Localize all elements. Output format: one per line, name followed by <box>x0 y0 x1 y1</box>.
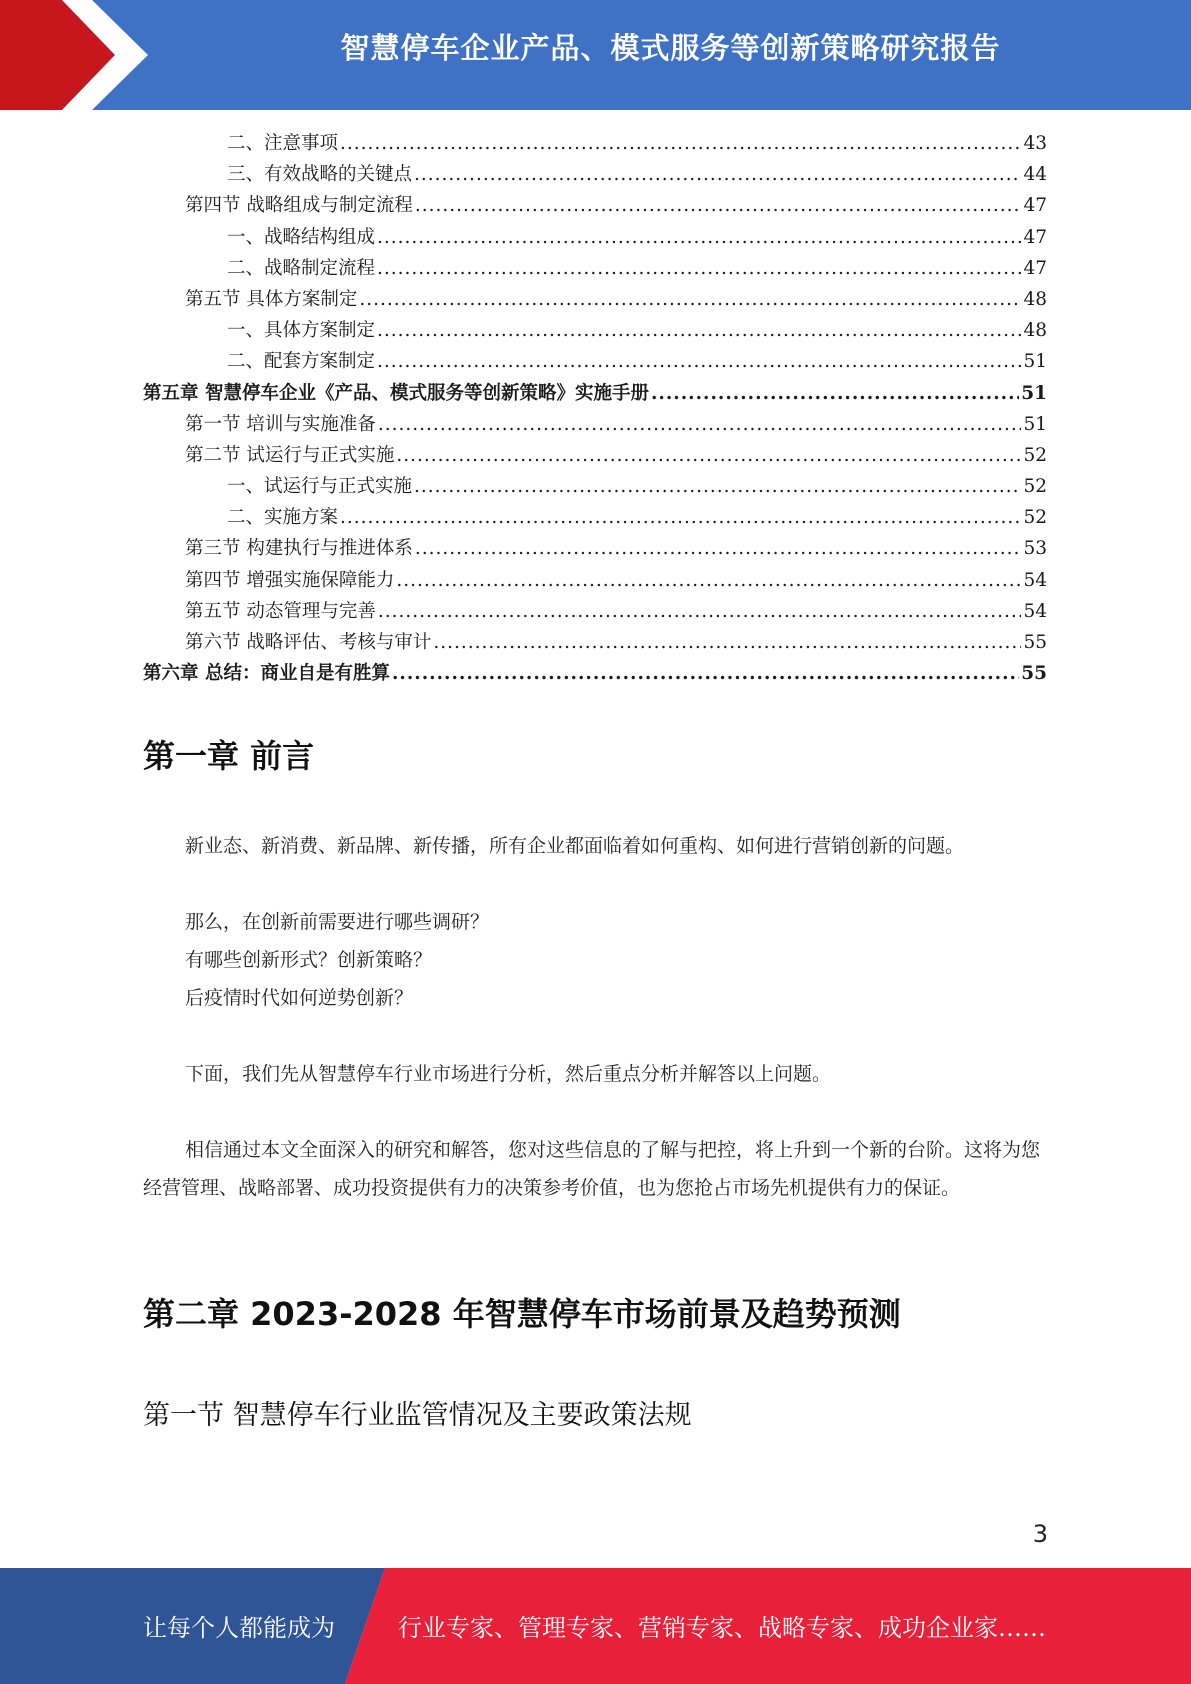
toc-entry-title: 第五节 动态管理与完善 <box>185 600 376 622</box>
toc-entry[interactable] <box>143 128 1047 159</box>
toc-entry-page: 48 <box>1023 288 1047 310</box>
toc-entry[interactable] <box>143 596 1047 627</box>
toc-entry-title: 一、试运行与正式实施 <box>227 476 413 498</box>
toc-entry-page: 55 <box>1021 663 1047 685</box>
chapter-2-heading: 第二章 2023-2028 年智慧停车市场前景及趋势预测 <box>143 1295 901 1333</box>
toc-dot-leader <box>392 658 1019 689</box>
toc-entry-title: 二、战略制定流程 <box>227 257 376 279</box>
toc-entry-page: 55 <box>1023 632 1047 653</box>
question-3: 后疫情时代如何逆势创新？ <box>185 987 414 1009</box>
toc-entry-title: 第四节 增强实施保障能力 <box>185 569 395 591</box>
page-number: 3 <box>1032 1520 1048 1548</box>
toc-entry-page: 47 <box>1023 226 1047 248</box>
section-1-heading: 第一节 智慧停车行业监管情况及主要政策法规 <box>143 1400 692 1431</box>
toc-entry-page: 53 <box>1023 538 1047 560</box>
toc-entry-title: 第五节 具体方案制定 <box>185 288 358 310</box>
toc-entry-page: 51 <box>1021 382 1047 404</box>
toc-entry-page: 51 <box>1023 351 1047 373</box>
toc-entry-title: 二、实施方案 <box>227 507 339 529</box>
toc-dot-leader <box>396 440 1021 471</box>
toc-entry[interactable] <box>143 222 1047 253</box>
toc-entry-title: 第三节 构建执行与推进体系 <box>185 538 413 560</box>
toc-entry-title: 第二节 试运行与正式实施 <box>185 444 395 466</box>
toc-entry-title: 第五章 智慧停车企业《产品、模式服务等创新策略》实施手册 <box>143 382 649 404</box>
toc-entry-page: 54 <box>1023 569 1047 591</box>
toc-dot-leader <box>359 284 1021 315</box>
toc-entry[interactable] <box>143 502 1047 533</box>
toc-dot-leader <box>414 471 1021 502</box>
toc-dot-leader <box>415 190 1022 221</box>
toc-entry-page: 48 <box>1023 320 1047 342</box>
toc-entry[interactable] <box>143 627 1047 658</box>
toc-entry-title: 第四节 战略组成与制定流程 <box>185 195 413 217</box>
question-1: 那么，在创新前需要进行哪些调研？ <box>185 911 490 933</box>
toc-dot-leader <box>651 378 1019 409</box>
toc-entry-title: 第六章 总结：商业自是有胜算 <box>143 663 390 685</box>
header-band <box>0 0 1191 110</box>
toc-entry[interactable] <box>143 440 1047 471</box>
toc-entry[interactable] <box>143 409 1047 440</box>
paragraph-intro: 新业态、新消费、新品牌、新传播，所有企业都面临着如何重构、如何进行营销创新的问题。 <box>185 835 965 857</box>
toc-dot-leader <box>377 346 1021 377</box>
footer-band <box>0 1568 1191 1684</box>
toc-dot-leader <box>340 502 1021 533</box>
toc-entry-page: 44 <box>1023 164 1047 186</box>
toc-dot-leader <box>433 627 1021 658</box>
toc-entry-page: 52 <box>1023 476 1047 498</box>
toc-dot-leader <box>396 565 1021 596</box>
toc-entry[interactable] <box>143 190 1047 221</box>
toc-entry[interactable] <box>143 533 1047 564</box>
table-of-contents <box>143 128 1047 689</box>
toc-dot-leader <box>377 253 1021 284</box>
document-title: 智慧停车企业产品、模式服务等创新策略研究报告 <box>340 31 1001 65</box>
toc-entry[interactable] <box>143 159 1047 190</box>
toc-entry[interactable] <box>143 658 1047 689</box>
toc-entry-title: 三、有效战略的关键点 <box>227 164 413 186</box>
question-2: 有哪些创新形式？创新策略？ <box>185 949 433 971</box>
toc-entry-title: 一、具体方案制定 <box>227 320 376 342</box>
toc-entry[interactable] <box>143 315 1047 346</box>
toc-entry-page: 47 <box>1023 195 1047 217</box>
toc-entry-page: 54 <box>1023 600 1047 622</box>
paragraph-value: 相信通过本文全面深入的研究和解答，您对这些信息的了解与把控，将上升到一个新的台阶。这将为您经营管理、战略部署、成功投资提供有力的决策参考价值，也为您抢占市场先机提供有力的保证。 <box>143 1139 1041 1199</box>
toc-entry[interactable] <box>143 253 1047 284</box>
toc-entry-page: 47 <box>1023 257 1047 279</box>
toc-entry[interactable] <box>143 471 1047 502</box>
toc-entry[interactable] <box>143 284 1047 315</box>
toc-entry[interactable] <box>143 565 1047 596</box>
toc-entry-title: 第六节 战略评估、考核与审计 <box>185 632 432 653</box>
toc-dot-leader <box>378 596 1022 627</box>
toc-entry-title: 一、战略结构组成 <box>227 226 376 248</box>
toc-dot-leader <box>415 533 1022 564</box>
toc-dot-leader <box>414 159 1021 190</box>
toc-dot-leader <box>377 315 1021 346</box>
toc-dot-leader <box>378 409 1022 440</box>
toc-dot-leader <box>340 128 1021 159</box>
paragraph-analysis: 下面，我们先从智慧停车行业市场进行分析，然后重点分析并解答以上问题。 <box>185 1063 832 1085</box>
toc-entry[interactable] <box>143 346 1047 377</box>
footer-slogan-right: 行业专家、管理专家、营销专家、战略专家、成功企业家…… <box>398 1614 1046 1642</box>
toc-entry-title: 二、配套方案制定 <box>227 351 376 373</box>
toc-entry-page: 43 <box>1023 133 1047 154</box>
chapter-1-heading: 第一章 前言 <box>143 737 315 775</box>
toc-entry-page: 52 <box>1023 444 1047 466</box>
toc-entry-page: 51 <box>1023 413 1047 435</box>
toc-entry-page: 52 <box>1023 507 1047 529</box>
toc-entry[interactable] <box>143 378 1047 409</box>
toc-entry-title: 第一节 培训与实施准备 <box>185 413 376 435</box>
footer-slogan-left: 让每个人都能成为 <box>143 1614 335 1642</box>
toc-dot-leader <box>377 222 1021 253</box>
toc-entry-title: 二、注意事项 <box>227 133 339 154</box>
